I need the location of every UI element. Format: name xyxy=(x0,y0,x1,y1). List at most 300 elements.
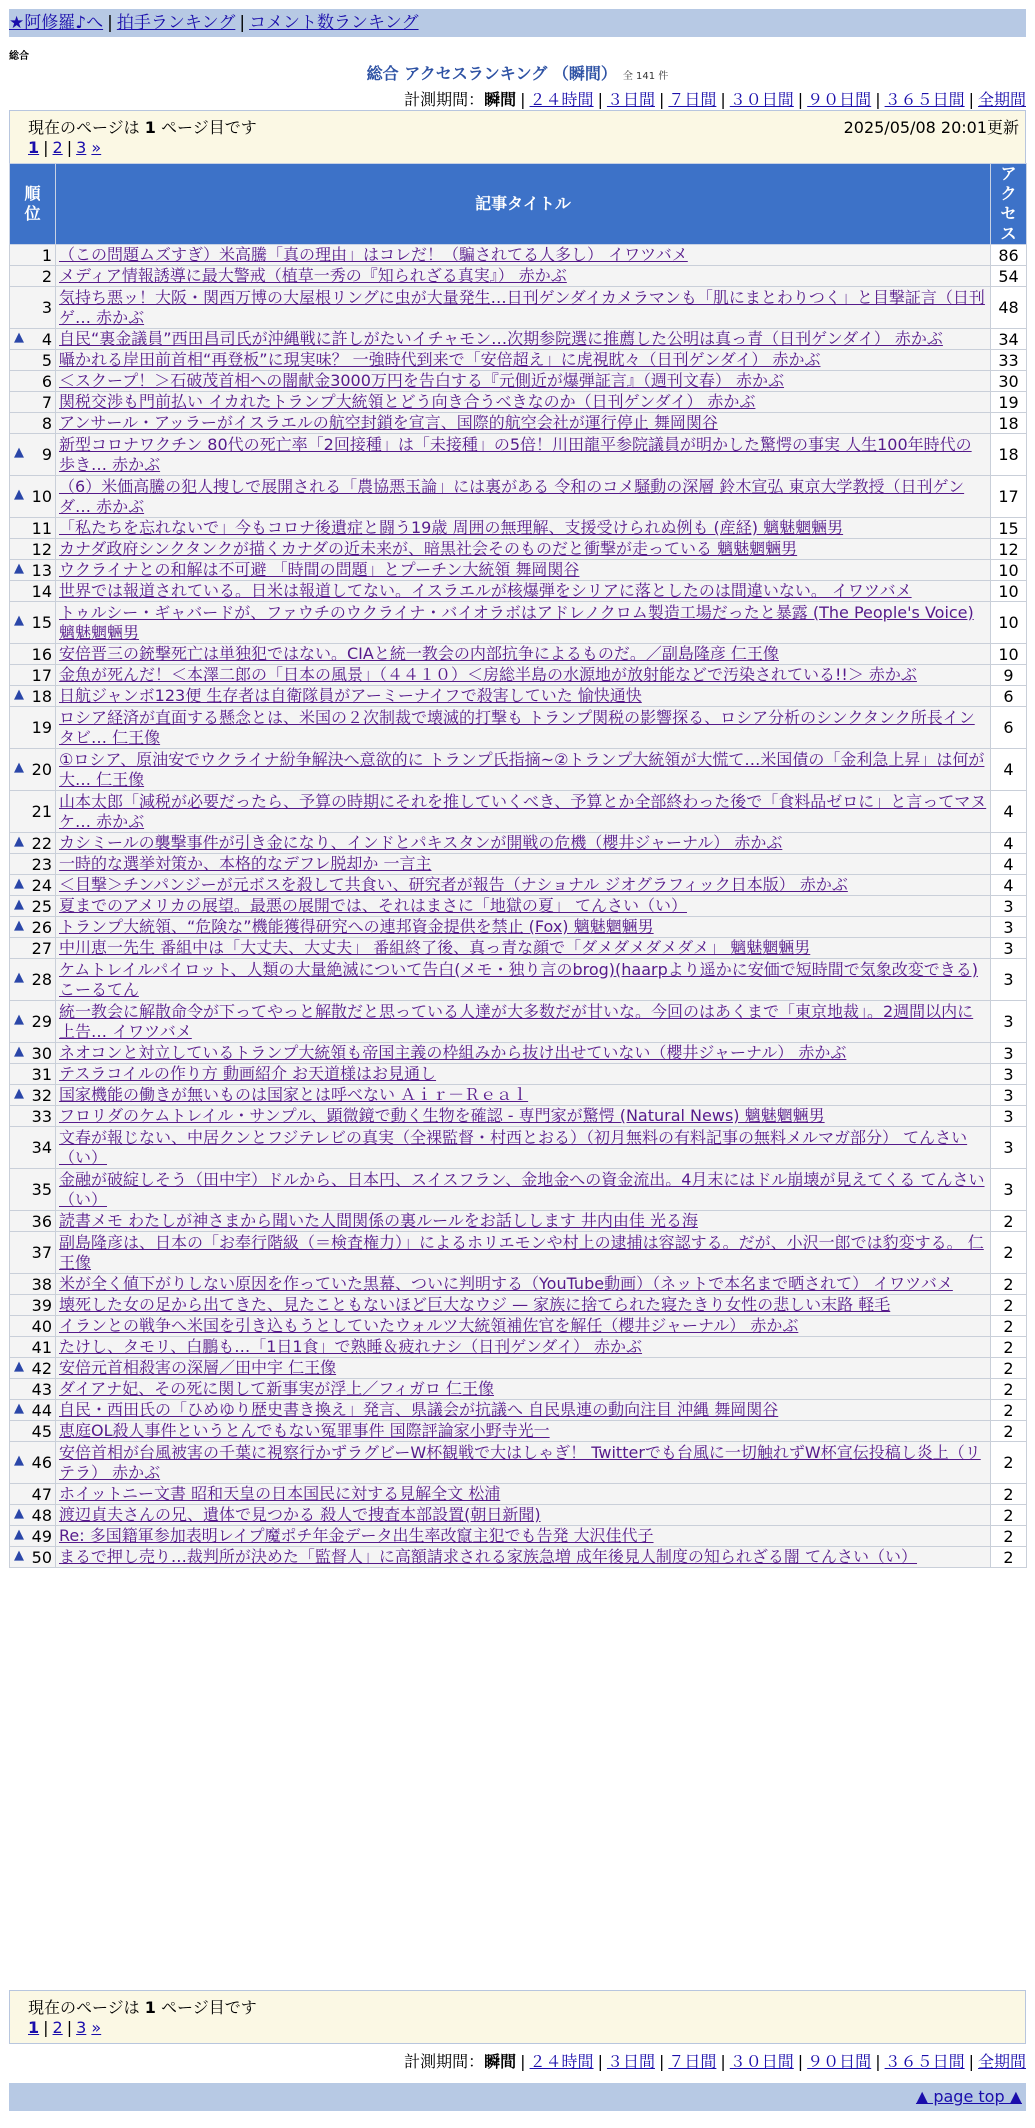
title-cell xyxy=(56,350,991,371)
rank-number: 12 xyxy=(31,539,52,559)
rank-cell xyxy=(10,875,56,896)
period-label: 計測期間： xyxy=(404,90,485,109)
title-cell xyxy=(56,1316,991,1337)
rank-number: 26 xyxy=(31,917,52,937)
period-option-1-bottom[interactable]: ３日間 xyxy=(606,2052,655,2071)
period-option-5-bottom[interactable]: ３６５日間 xyxy=(884,2052,965,2071)
rank-number: 3 xyxy=(41,298,52,317)
article-link[interactable]: 中川恵一先生 番組中は「大丈夫、大丈夫」 番組終了後、真っ青な顔で「ダメダメダメダメ」 魑魅魍魎男 xyxy=(59,938,811,957)
table-row xyxy=(10,539,1027,560)
period-option-0-bottom[interactable]: ２４時間 xyxy=(529,2052,594,2071)
rank-number: 11 xyxy=(31,518,52,538)
article-link[interactable]: たけし、タモリ、白鵬も…「1日1食」で熟睡＆疲れナシ（日刊ゲンダイ） 赤かぶ xyxy=(59,1337,643,1356)
access-count: 6 xyxy=(991,707,1027,749)
article-link[interactable]: 文春が報じない、中居クンとフジテレビの真実（全裸監督・村西とおる）（初月無料の有料記事の無料メルマガ部分） てんさい（い） xyxy=(59,1127,968,1167)
period-option-3-bottom[interactable]: ３０日間 xyxy=(729,2052,794,2071)
access-count: 54 xyxy=(991,266,1027,287)
article-link[interactable]: 読書メモ わたしが神さまから聞いた人間関係の裏ルールをお話しします 井内由佳 光る海 xyxy=(59,1211,698,1230)
separator: | xyxy=(66,2018,73,2037)
table-row xyxy=(10,602,1027,644)
rank-cell xyxy=(10,1043,56,1064)
access-count: 6 xyxy=(991,686,1027,707)
title-cell xyxy=(56,896,991,917)
title-cell xyxy=(56,833,991,854)
rank-up-icon: ▲ xyxy=(14,560,24,576)
rank-cell xyxy=(10,665,56,686)
separator: | xyxy=(875,2052,881,2071)
article-link[interactable]: テスラコイルの作り方 動画紹介 お天道様はお見通し xyxy=(59,1064,437,1083)
article-link[interactable]: トランプ大統領、“危険な”機能獲得研究への連邦資金提供を禁止 (Fox) 魑魅魍魎男 xyxy=(59,917,654,936)
rank-cell xyxy=(10,245,56,266)
table-row xyxy=(10,854,1027,875)
rank-cell xyxy=(10,434,56,476)
rank-up-icon: ▲ xyxy=(14,1505,24,1521)
access-count: 18 xyxy=(991,434,1027,476)
separator: | xyxy=(597,2052,603,2071)
rank-cell xyxy=(10,1085,56,1106)
rank-number: 8 xyxy=(41,413,52,433)
rank-number: 18 xyxy=(31,686,52,706)
title-cell xyxy=(56,287,991,329)
rank-cell xyxy=(10,1169,56,1211)
next-page-link-bottom[interactable]: » xyxy=(91,2018,102,2037)
table-row xyxy=(10,350,1027,371)
rank-number: 22 xyxy=(31,833,52,853)
rank-number: 21 xyxy=(31,802,52,821)
link-comment-ranking[interactable]: コメント数ランキング xyxy=(249,13,419,33)
title-cell xyxy=(56,644,991,665)
article-link[interactable]: カナダ政府シンクタンクが描くカナダの近未来が、暗黒社会そのものだと衝撃が走っている 魑魅魍魎男 xyxy=(59,539,798,558)
table-row xyxy=(10,917,1027,938)
access-count: 86 xyxy=(991,245,1027,266)
title-cell xyxy=(56,1001,991,1043)
period-option-6[interactable]: 全期間 xyxy=(977,90,1026,109)
rank-number: 1 xyxy=(41,245,52,265)
access-count: 3 xyxy=(991,1043,1027,1064)
page-link-1-bottom[interactable]: 1 xyxy=(28,2018,40,2037)
rank-cell xyxy=(10,1106,56,1127)
rank-cell xyxy=(10,1379,56,1400)
rank-cell xyxy=(10,1001,56,1043)
table-row xyxy=(10,1085,1027,1106)
rank-cell xyxy=(10,938,56,959)
table-row xyxy=(10,1106,1027,1127)
page-title xyxy=(0,61,1035,84)
title-cell xyxy=(56,665,991,686)
rank-cell xyxy=(10,1484,56,1505)
rank-number: 25 xyxy=(31,896,52,916)
rank-cell xyxy=(10,602,56,644)
separator: | xyxy=(797,2052,804,2071)
article-link[interactable]: 「私たちを忘れないで」今もコロナ後遺症と闘う19歳 周囲の無理解、支援受けられぬ例も (産経) 魑魅魍魎男 xyxy=(59,518,844,537)
rank-number: 40 xyxy=(31,1316,52,1336)
table-row xyxy=(10,749,1027,791)
table-row xyxy=(10,1295,1027,1316)
title-cell xyxy=(56,1106,991,1127)
rank-number: 47 xyxy=(31,1484,52,1504)
access-count: 17 xyxy=(991,476,1027,518)
next-page-link[interactable]: » xyxy=(91,138,102,157)
title-cell xyxy=(56,476,991,518)
table-row xyxy=(10,329,1027,350)
separator: | xyxy=(520,2052,526,2071)
title-cell xyxy=(56,539,991,560)
title-cell xyxy=(56,392,991,413)
rank-number: 37 xyxy=(31,1243,52,1262)
article-link[interactable]: 気持ち悪ッ！大阪・関西万博の大屋根リングに虫が大量発生…日刊ゲンダイカメラマンも「肌にまとわりつく」と目撃証言（日刊ゲ… 赤かぶ xyxy=(59,287,985,327)
article-link[interactable]: 関税交渉も門前払い イカれたトランプ大統領とどう向き合うべきなのか（日刊ゲンダイ） 赤かぶ xyxy=(59,392,756,411)
period-option-4-bottom[interactable]: ９０日間 xyxy=(807,2052,872,2071)
access-count: 3 xyxy=(991,1001,1027,1043)
article-link[interactable]: （6）米価高騰の犯人捜しで展開される「農協悪玉論」には裏がある 令和のコメ騒動の深層 鈴木宣弘 東京大学教授（日刊ゲンダ… 赤かぶ xyxy=(59,476,965,516)
rank-cell xyxy=(10,329,56,350)
rank-number: 50 xyxy=(31,1547,52,1567)
access-count: 19 xyxy=(991,392,1027,413)
separator: | xyxy=(520,90,526,109)
ranking-table xyxy=(9,163,1027,1568)
period-option-2[interactable]: ７日間 xyxy=(668,90,717,109)
article-link[interactable]: アンサール・アッラーがイスラエルの航空封鎖を宣言、国際的航空会社が運行停止 舞岡関谷 xyxy=(59,413,718,432)
access-count: 3 xyxy=(991,959,1027,1001)
rank-number: 29 xyxy=(31,1012,52,1031)
title-cell xyxy=(56,1484,991,1505)
page-link-2[interactable]: 2 xyxy=(52,138,63,157)
rank-up-icon: ▲ xyxy=(14,1085,24,1101)
table-row xyxy=(10,1505,1027,1526)
access-count: 3 xyxy=(991,917,1027,938)
article-link[interactable]: 山本太郎「減税が必要だったら、予算の時期にそれを推していくべき、予算とか全部終わった後で「食料品ゼロに」と言ってマヌケ… 赤かぶ xyxy=(59,791,987,831)
title-cell xyxy=(56,434,991,476)
rank-up-icon: ▲ xyxy=(14,1526,24,1542)
access-count: 2 xyxy=(991,1211,1027,1232)
rank-cell xyxy=(10,644,56,665)
separator: | xyxy=(66,138,73,157)
article-link[interactable]: 副島隆彦は、日本の「お奉行階級（＝検査権力）」によるホリエモンや村上の逮捕は容認する。だが、小沢一郎では豹変する。 仁王像 xyxy=(59,1232,984,1272)
table-row xyxy=(10,1484,1027,1505)
period-option-0[interactable]: ２４時間 xyxy=(529,90,594,109)
rank-number: 2 xyxy=(41,266,52,286)
separator: | xyxy=(597,90,603,109)
period-selector-bottom xyxy=(404,2049,1026,2072)
article-link[interactable]: 一時的な選挙対策か、本格的なデフレ脱却か 一言主 xyxy=(59,854,432,873)
table-row xyxy=(10,1274,1027,1295)
access-count: 9 xyxy=(991,665,1027,686)
rank-cell xyxy=(10,686,56,707)
access-count: 2 xyxy=(991,1379,1027,1400)
article-link[interactable]: フロリダのケムトレイル・サンプル、顕微鏡で動く生物を確認 - 専門家が驚愕 (Natural News) 魑魅魍魎男 xyxy=(59,1106,825,1125)
title-cell xyxy=(56,266,991,287)
table-row xyxy=(10,518,1027,539)
table-row xyxy=(10,1358,1027,1379)
period-option-6-bottom[interactable]: 全期間 xyxy=(977,2052,1026,2071)
separator: | xyxy=(43,138,49,157)
table-row xyxy=(10,1064,1027,1085)
rank-up-icon: ▲ xyxy=(14,896,24,912)
rank-number: 23 xyxy=(31,854,52,874)
table-row xyxy=(10,791,1027,833)
article-link[interactable]: 世界では報道されている。日米は報道してない。イスラエルが核爆弾をシリアに落としたのは間違いない。 イワツバメ xyxy=(59,581,912,600)
access-count: 30 xyxy=(991,371,1027,392)
table-row xyxy=(10,434,1027,476)
table-row xyxy=(10,707,1027,749)
page-link-2-bottom[interactable]: 2 xyxy=(52,2018,63,2037)
table-row xyxy=(10,959,1027,1001)
article-link[interactable]: Re: 多国籍軍参加表明レイプ魔ポチ年金データ出生率改竄主犯でも告発 大沢佳代子 xyxy=(59,1526,654,1545)
rank-cell xyxy=(10,518,56,539)
rank-cell xyxy=(10,581,56,602)
access-count: 12 xyxy=(991,539,1027,560)
table-row xyxy=(10,1211,1027,1232)
rank-cell xyxy=(10,707,56,749)
title-cell xyxy=(56,245,991,266)
rank-cell xyxy=(10,833,56,854)
rank-up-icon: ▲ xyxy=(14,875,24,891)
page-link-3[interactable]: 3 xyxy=(76,138,87,157)
rank-number: 45 xyxy=(31,1421,52,1441)
access-count: 2 xyxy=(991,1505,1027,1526)
rank-up-icon: ▲ xyxy=(14,833,24,849)
rank-cell xyxy=(10,854,56,875)
period-option-2-bottom[interactable]: ７日間 xyxy=(668,2052,717,2071)
page-info-bottom xyxy=(9,1990,1026,2044)
rank-cell xyxy=(10,1274,56,1295)
table-row xyxy=(10,1316,1027,1337)
title-cell xyxy=(56,1526,991,1547)
separator: | xyxy=(658,2052,665,2071)
title-cell xyxy=(56,1337,991,1358)
title-cell xyxy=(56,1358,991,1379)
article-link[interactable]: 夏までのアメリカの展望。最悪の展開では、それはまさに「地獄の夏」 てんさい（い） xyxy=(59,896,687,915)
article-link[interactable]: 安倍首相が台風被害の千葉に視察行かずラグビーW杯観戦で大はしゃぎ！ Twitterでも台風に一切触れずW杯宣伝投稿し炎上（リテラ） 赤かぶ xyxy=(59,1442,981,1482)
title-cell xyxy=(56,1169,991,1211)
table-row xyxy=(10,644,1027,665)
table-row xyxy=(10,413,1027,434)
separator: | xyxy=(43,2018,49,2037)
title-cell xyxy=(56,686,991,707)
article-link[interactable]: ＜スクープ！＞石破茂首相への闇献金3000万円を告白する『元側近が爆弾証言』（週刊文春） 赤かぶ xyxy=(59,371,785,390)
article-link[interactable]: 金融が破綻しそう（田中宇）ドルから、日本円、スイスフラン、金地金への資金流出。4月末にはドル崩壊が見えてくる てんさい（い） xyxy=(59,1169,985,1209)
article-link[interactable]: 恵庭OL殺人事件というとんでもない冤罪事件 国際評論家小野寺光一 xyxy=(59,1421,550,1440)
access-count: 3 xyxy=(991,1106,1027,1127)
access-count: 18 xyxy=(991,413,1027,434)
access-count: 2 xyxy=(991,1358,1027,1379)
article-link[interactable]: トゥルシー・ギャバードが、ファウチのウクライナ・バイオラボはアドレノクロム製造工場だったと暴露 (The People's Voice) 魑魅魍魎男 xyxy=(59,602,974,642)
article-link[interactable]: ダイアナ妃、その死に関して新事実が浮上／フィガロ 仁王像 xyxy=(59,1379,495,1398)
period-option-4[interactable]: ９０日間 xyxy=(807,90,872,109)
rank-cell xyxy=(10,1526,56,1547)
rank-number: 35 xyxy=(31,1180,52,1199)
rank-cell xyxy=(10,392,56,413)
current-page-text-bottom: 現在のページは 1 ページ目です xyxy=(28,1998,257,2017)
article-link[interactable]: まるで押し売り…裁判所が決めた「監督人」に高額請求される家族急増 成年後見人制度の知られざる闇 てんさい（い） xyxy=(59,1547,918,1566)
rank-cell xyxy=(10,1505,56,1526)
rank-cell xyxy=(10,1547,56,1568)
period-option-5[interactable]: ３６５日間 xyxy=(884,90,965,109)
rank-number: 48 xyxy=(31,1505,52,1525)
access-count: 3 xyxy=(991,1169,1027,1211)
article-link[interactable]: ロシア経済が直面する懸念とは、米国の２次制裁で壊滅的打撃も トランプ関税の影響探る、ロシア分析のシンクタンク所長インタビ… 仁王像 xyxy=(59,707,975,747)
page-top-link[interactable]: ▲ page top ▲ xyxy=(915,2087,1022,2106)
link-asyura-home[interactable]: ★阿修羅♪へ xyxy=(9,13,104,33)
table-row xyxy=(10,266,1027,287)
article-link[interactable]: 金魚が死んだ！＜本澤二郎の「日本の風景」（４４１０）＜房総半島の水源地が放射能などで汚染されている!!＞ 赤かぶ xyxy=(59,665,917,684)
article-link[interactable]: ケムトレイルパイロット、人類の大量絶滅について告白(メモ・独り言のbrog)(haarpより遥かに安価で短時間で気象改変できる) こーるてん xyxy=(59,959,978,999)
access-count: 2 xyxy=(991,1421,1027,1442)
rank-number: 13 xyxy=(31,560,52,580)
article-link[interactable]: 統一教会に解散命令が下ってやっと解散だと思っている人達が大多数だが甘いな。今回のはあくまで「東京地裁」。2週間以内に上告… イワツバメ xyxy=(59,1001,974,1041)
rank-number: 33 xyxy=(31,1106,52,1126)
title-cell xyxy=(56,413,991,434)
article-link[interactable]: （この問題ムズすぎ）米高騰「真の理由」はコレだ！（騙されてる人多し） イワツバメ xyxy=(59,245,688,264)
rank-number: 6 xyxy=(41,371,52,391)
article-link[interactable]: 自民・西田氏の「ひめゆり歴史書き換え」発言、県議会が抗議へ 自民県連の動向注目 沖縄 舞岡関谷 xyxy=(59,1400,779,1419)
title-cell xyxy=(56,1127,991,1169)
period-active: 瞬間 xyxy=(484,90,517,109)
rank-cell xyxy=(10,1295,56,1316)
access-count: 3 xyxy=(991,1064,1027,1085)
article-link[interactable]: 自民“裏金議員”西田昌司氏が沖縄戦に許しがたいイチャモン…次期参院選に推薦した公明は真っ青（日刊ゲンダイ） 赤かぶ xyxy=(59,329,943,348)
rank-up-icon: ▲ xyxy=(14,1358,24,1374)
rank-number: 44 xyxy=(31,1400,52,1420)
title-cell xyxy=(56,1505,991,1526)
rank-cell xyxy=(10,749,56,791)
access-count: 10 xyxy=(991,602,1027,644)
table-row xyxy=(10,833,1027,854)
access-count: 2 xyxy=(991,1526,1027,1547)
bottom-bar xyxy=(9,2083,1026,2111)
table-row xyxy=(10,1442,1027,1484)
table-row xyxy=(10,1232,1027,1274)
rank-number: 9 xyxy=(41,445,52,464)
rank-up-icon: ▲ xyxy=(14,1400,24,1416)
rank-cell xyxy=(10,287,56,329)
rank-number: 16 xyxy=(31,644,52,664)
article-link[interactable]: 日航ジャンボ123便 生存者は自衛隊員がアーミーナイフで殺害していた 愉快通快 xyxy=(59,686,642,705)
access-count: 10 xyxy=(991,560,1027,581)
rank-up-icon: ▲ xyxy=(14,613,24,628)
article-link[interactable]: 国家機能の働きが無いものは国家とは呼べない Ａｉｒ－Ｒｅａｌ xyxy=(59,1085,529,1104)
article-link[interactable]: ウクライナとの和解は不可避 「時間の問題」とプーチン大統領 舞岡関谷 xyxy=(59,560,580,579)
article-link[interactable]: イランとの戦争へ米国を引き込もうとしていたウォルツ大統領補佐官を解任（櫻井ジャーナル） 赤かぶ xyxy=(59,1316,799,1335)
link-clap-ranking[interactable]: 拍手ランキング xyxy=(116,13,236,33)
article-link[interactable]: 壊死した女の足から出てきた、見たこともないほど巨大なウジ — 家族に捨てられた寝たきり女性の悲しい末路 軽毛 xyxy=(59,1295,891,1314)
page-link-3-bottom[interactable]: 3 xyxy=(76,2018,87,2037)
rank-up-icon: ▲ xyxy=(14,1547,24,1563)
period-option-1[interactable]: ３日間 xyxy=(606,90,655,109)
title-cell xyxy=(56,1085,991,1106)
article-link[interactable]: ①ロシア、原油安でウクライナ紛争解決へ意欲的に トランプ氏指摘~②トランプ大統領が大慌て…米国債の「金利急上昇」は何が大… 仁王像 xyxy=(59,749,985,789)
rank-number: 28 xyxy=(31,970,52,989)
table-row xyxy=(10,1421,1027,1442)
rank-number: 30 xyxy=(31,1043,52,1063)
rank-number: 20 xyxy=(31,760,52,779)
title-cell xyxy=(56,1295,991,1316)
rank-up-icon: ▲ xyxy=(14,970,24,985)
title-cell xyxy=(56,938,991,959)
rank-cell xyxy=(10,959,56,1001)
article-link[interactable]: カシミールの襲撃事件が引き金になり、インドとパキスタンが開戦の危機（櫻井ジャーナル） 赤かぶ xyxy=(59,833,783,852)
article-link[interactable]: 渡辺貞夫さんの兄、遺体で見つかる 殺人で捜査本部設置(朝日新聞) xyxy=(59,1505,541,1524)
title-cell xyxy=(56,560,991,581)
article-link[interactable]: 囁かれる岸田前首相“再登板”に現実味？ 一強時代到来で「安倍超え」に虎視眈々（日刊ゲンダイ） 赤かぶ xyxy=(59,350,821,369)
current-page-text: 現在のページは 1 ページ目です xyxy=(28,118,257,137)
table-row xyxy=(10,896,1027,917)
title-cell xyxy=(56,1379,991,1400)
article-link[interactable]: 新型コロナワクチン 80代の死亡率「2回接種」は「未接種」の5倍！川田龍平参院議員が明かした驚愕の事実 人生100年時代の歩き… 赤かぶ xyxy=(59,434,972,474)
table-row xyxy=(10,560,1027,581)
rank-up-icon: ▲ xyxy=(14,1453,24,1468)
access-count: 2 xyxy=(991,1484,1027,1505)
rank-number: 15 xyxy=(31,613,52,632)
separator: | xyxy=(968,2052,974,2071)
access-count: 2 xyxy=(991,1442,1027,1484)
title-cell xyxy=(56,1043,991,1064)
title-cell xyxy=(56,602,991,644)
separator: | xyxy=(797,90,804,109)
period-active: 瞬間 xyxy=(484,2052,517,2071)
article-link[interactable]: ホイットニー文書 昭和天皇の日本国民に対する見解全文 松浦 xyxy=(59,1484,501,1503)
title-cell xyxy=(56,749,991,791)
rank-cell xyxy=(10,539,56,560)
article-link[interactable]: 米が全く値下がりしない原因を作っていた黒幕、ついに判明する（YouTube動画）（ネットで本名まで晒されて） イワツバメ xyxy=(59,1274,953,1293)
page-link-1[interactable]: 1 xyxy=(28,138,40,157)
rank-up-icon: ▲ xyxy=(14,329,24,345)
page-title-text: 総合 アクセスランキング （瞬間） xyxy=(366,64,617,83)
rank-cell xyxy=(10,413,56,434)
rank-cell xyxy=(10,1400,56,1421)
table-row xyxy=(10,1043,1027,1064)
rank-cell xyxy=(10,350,56,371)
table-row xyxy=(10,1379,1027,1400)
period-option-3[interactable]: ３０日間 xyxy=(729,90,794,109)
article-link[interactable]: メディア情報誘導に最大警戒（植草一秀の『知られざる真実』） 赤かぶ xyxy=(59,266,567,285)
rank-cell xyxy=(10,917,56,938)
title-cell xyxy=(56,1274,991,1295)
rank-cell xyxy=(10,1421,56,1442)
title-cell xyxy=(56,581,991,602)
rank-number: 19 xyxy=(31,718,52,737)
title-cell xyxy=(56,1442,991,1484)
table-row xyxy=(10,938,1027,959)
article-link[interactable]: 安倍元首相殺害の深層／田中宇 仁王像 xyxy=(59,1358,337,1377)
separator: | xyxy=(720,90,726,109)
access-count: 34 xyxy=(991,329,1027,350)
title-cell xyxy=(56,1421,991,1442)
article-link[interactable]: 安倍晋三の銃撃死亡は単独犯ではない。CIAと統一教会の内部抗争によるものだ。／副島隆彦 仁王像 xyxy=(59,644,779,663)
article-link[interactable]: ネオコンと対立しているトランプ大統領も帝国主義の枠組みから抜け出せていない（櫻井ジャーナル） 赤かぶ xyxy=(59,1043,847,1062)
header-rank: 順位 xyxy=(10,164,56,245)
table-row xyxy=(10,1337,1027,1358)
title-cell xyxy=(56,1232,991,1274)
rank-number: 42 xyxy=(31,1358,52,1378)
rank-up-icon: ▲ xyxy=(14,1043,24,1059)
rank-cell xyxy=(10,1064,56,1085)
title-cell xyxy=(56,917,991,938)
access-count: 3 xyxy=(991,938,1027,959)
category-label: 総合 xyxy=(9,51,29,62)
table-row xyxy=(10,686,1027,707)
title-cell xyxy=(56,329,991,350)
rank-cell xyxy=(10,1337,56,1358)
pagination-bottom xyxy=(28,2018,101,2037)
table-row xyxy=(10,287,1027,329)
table-row xyxy=(10,875,1027,896)
article-link[interactable]: ＜目撃＞チンパンジーが元ボスを殺して共食い、研究者が報告（ナショナル ジオグラフィック日本版） 赤かぶ xyxy=(59,875,848,894)
updated-timestamp: 2025/05/08 20:01更新 xyxy=(843,118,1019,137)
rank-cell xyxy=(10,1358,56,1379)
access-count: 4 xyxy=(991,833,1027,854)
access-count: 3 xyxy=(991,1127,1027,1169)
